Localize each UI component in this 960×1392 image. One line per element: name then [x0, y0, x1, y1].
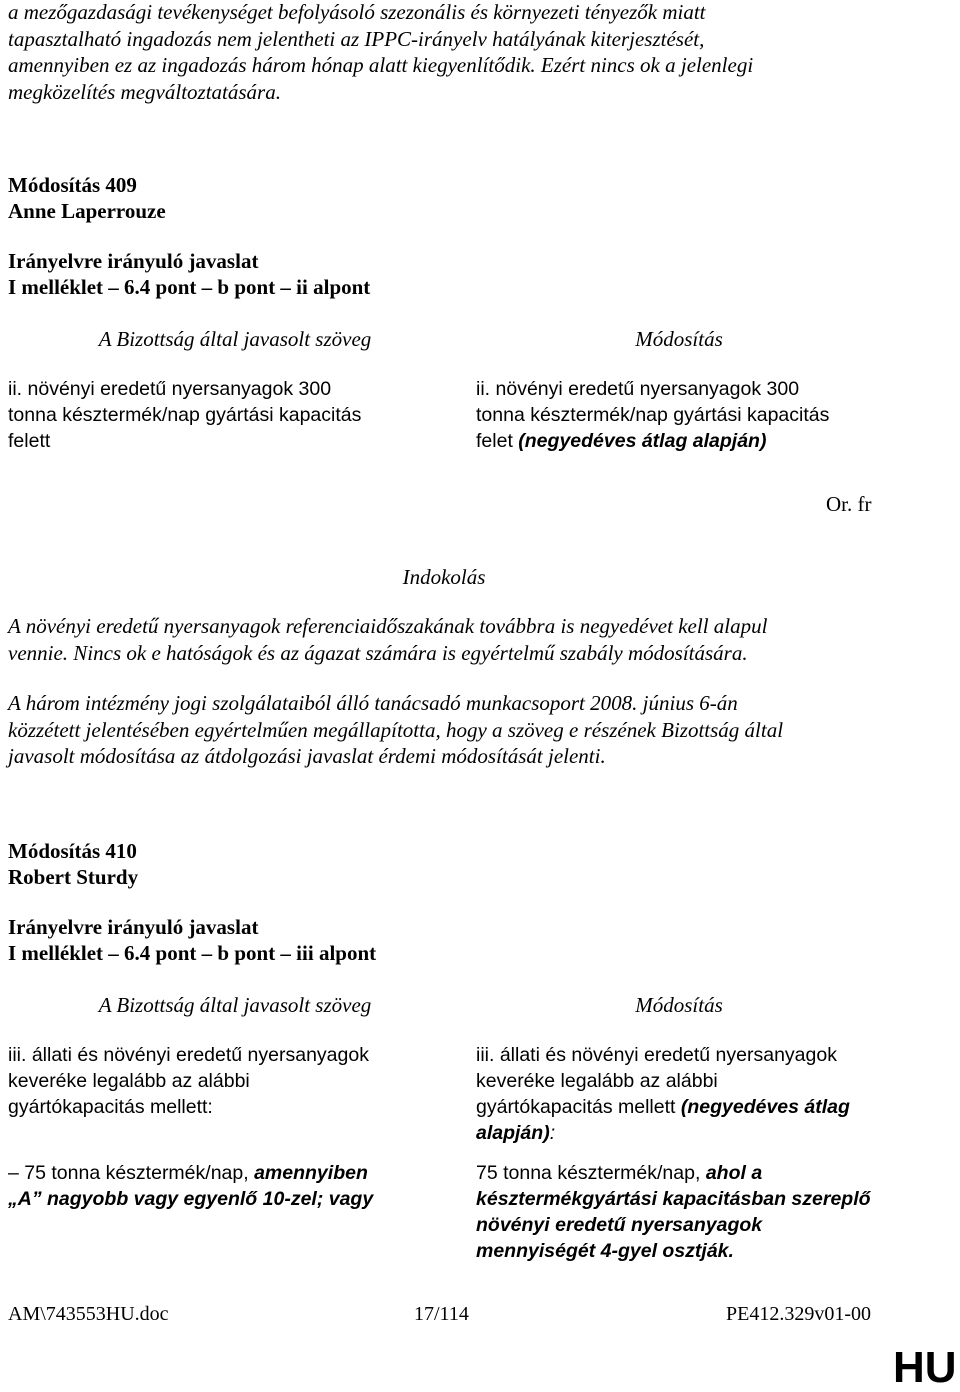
commission-bullet-deletion: amennyiben: [254, 1162, 368, 1184]
amended-text-insertion: (negyedéves átlag alapján): [518, 430, 767, 452]
amendment-409-author: Anne Laperrouze: [8, 199, 166, 223]
justification-line: javasolt módosítása az átdolgozási javaslat érdemi módosítását jelenti.: [8, 744, 606, 768]
amendment-410-proposal-type: Irányelvre irányuló javaslat: [8, 915, 259, 939]
amended-bullet-insertion: ahol a: [705, 1162, 763, 1184]
amended-bullet-line: [476, 1160, 916, 1186]
amended-text-insertion: alapján): [476, 1122, 550, 1144]
amendment-410-amended-bullet: [476, 1160, 916, 1264]
intro-line: a mezőgazdasági tevékenységet befolyásoló szezonális és környezeti tényezők miatt: [8, 0, 706, 24]
amended-bullet-plain: 75 tonna késztermék/nap,: [476, 1162, 706, 1184]
commission-bullet-plain: – 75 tonna késztermék/nap,: [8, 1162, 255, 1184]
justification-title: Indokolás: [402, 565, 486, 589]
footer-page-number: 17/114: [414, 1303, 469, 1325]
origin-language: Or. fr: [826, 492, 872, 516]
commission-text-line: tonna késztermék/nap gyártási kapacitás: [8, 404, 362, 426]
commission-text-line: gyártókapacitás mellett:: [8, 1096, 213, 1118]
footer-pe-reference: PE412.329v01-00: [726, 1303, 871, 1325]
amendment-409-number: Módosítás 409: [8, 173, 137, 197]
amendment-410-author: Robert Sturdy: [8, 865, 139, 889]
amended-text-line: [476, 1120, 916, 1146]
amendment-409-left-column-header: A Bizottság által javasolt szöveg: [98, 327, 372, 351]
footer-language-code: HU: [893, 1343, 957, 1392]
amended-text-line: ii. növényi eredetű nyersanyagok 300: [476, 378, 800, 400]
amendment-409-amended-text: [476, 376, 916, 454]
amended-text-line: iii. állati és növényi eredetű nyersanyagok: [476, 1044, 837, 1066]
commission-text-line: keveréke legalább az alábbi: [8, 1070, 250, 1092]
justification-line: A három intézmény jogi szolgálataiból álló tanácsadó munkacsoport 2008. június 6-án: [8, 691, 738, 715]
amended-text-insertion: (negyedéves átlag: [680, 1096, 850, 1118]
justification-line: vennie. Nincs ok e hatóságok és az ágazat számára is egyértelmű szabály módosítására.: [8, 640, 748, 665]
intro-line: amennyiben ez az ingadozás három hónap alatt kiegyenlítődik. Ezért nincs ok a jelenlegi: [8, 53, 754, 77]
amended-text-line: keveréke legalább az alábbi: [476, 1070, 718, 1092]
justification-line: A növényi eredetű nyersanyagok referenciaidőszakának továbbra is negyedévet kell alapul: [8, 614, 768, 638]
amended-text-line: [476, 1094, 916, 1120]
amendment-410-commission-text: [8, 1042, 428, 1120]
justification-paragraph-1: [8, 613, 948, 666]
amendment-409-reference: I melléklet – 6.4 pont – b pont – ii alpont: [8, 275, 371, 299]
amendment-409-proposal-type: Irányelvre irányuló javaslat: [8, 249, 259, 273]
intro-paragraph: [8, 0, 948, 105]
justification-paragraph-2: [8, 690, 948, 770]
amendment-410-left-column-header: A Bizottság által javasolt szöveg: [98, 993, 372, 1017]
amended-bullet-insertion: növényi eredetű nyersanyagok: [476, 1214, 763, 1236]
amendment-410-reference: I melléklet – 6.4 pont – b pont – iii alpont: [8, 941, 377, 965]
intro-line: megközelítés megváltoztatására.: [8, 79, 281, 104]
amended-text-line: [476, 428, 916, 454]
commission-bullet-deletion: „A” nagyobb vagy egyenlő 10-zel; vagy: [8, 1188, 374, 1210]
amended-bullet-insertion: mennyiségét 4-gyel osztják.: [476, 1240, 734, 1262]
amended-text-plain: gyártókapacitás mellett: [476, 1096, 681, 1118]
commission-text-line: ii. növényi eredetű nyersanyagok 300: [8, 378, 332, 400]
amended-text-line: tonna késztermék/nap gyártási kapacitás: [476, 404, 830, 426]
amendment-410-commission-bullet: [8, 1160, 428, 1212]
amendment-409-right-column-header: Módosítás: [635, 327, 723, 351]
commission-text-line: iii. állati és növényi eredetű nyersanyagok: [8, 1044, 369, 1066]
amended-bullet-insertion: késztermékgyártási kapacitásban szereplő: [476, 1188, 871, 1210]
commission-bullet-line: [8, 1160, 428, 1186]
justification-line: közzétett jelentésében egyértelműen megállapította, hogy a szöveg e részének Bizottság által: [8, 717, 784, 742]
amendment-410-number: Módosítás 410: [8, 839, 137, 863]
amended-text-plain: felet: [476, 430, 519, 452]
amended-text-plain: :: [549, 1122, 556, 1144]
amendment-410-amended-text: [476, 1042, 916, 1146]
commission-text-line: felett: [8, 430, 51, 452]
amendment-410-right-column-header: Módosítás: [635, 993, 723, 1017]
amendment-409-commission-text: [8, 376, 428, 454]
footer-document-reference: AM\743553HU.doc: [8, 1303, 169, 1325]
intro-line: tapasztalható ingadozás nem jelentheti az IPPC-irányelv hatályának kiterjesztését,: [8, 26, 705, 51]
